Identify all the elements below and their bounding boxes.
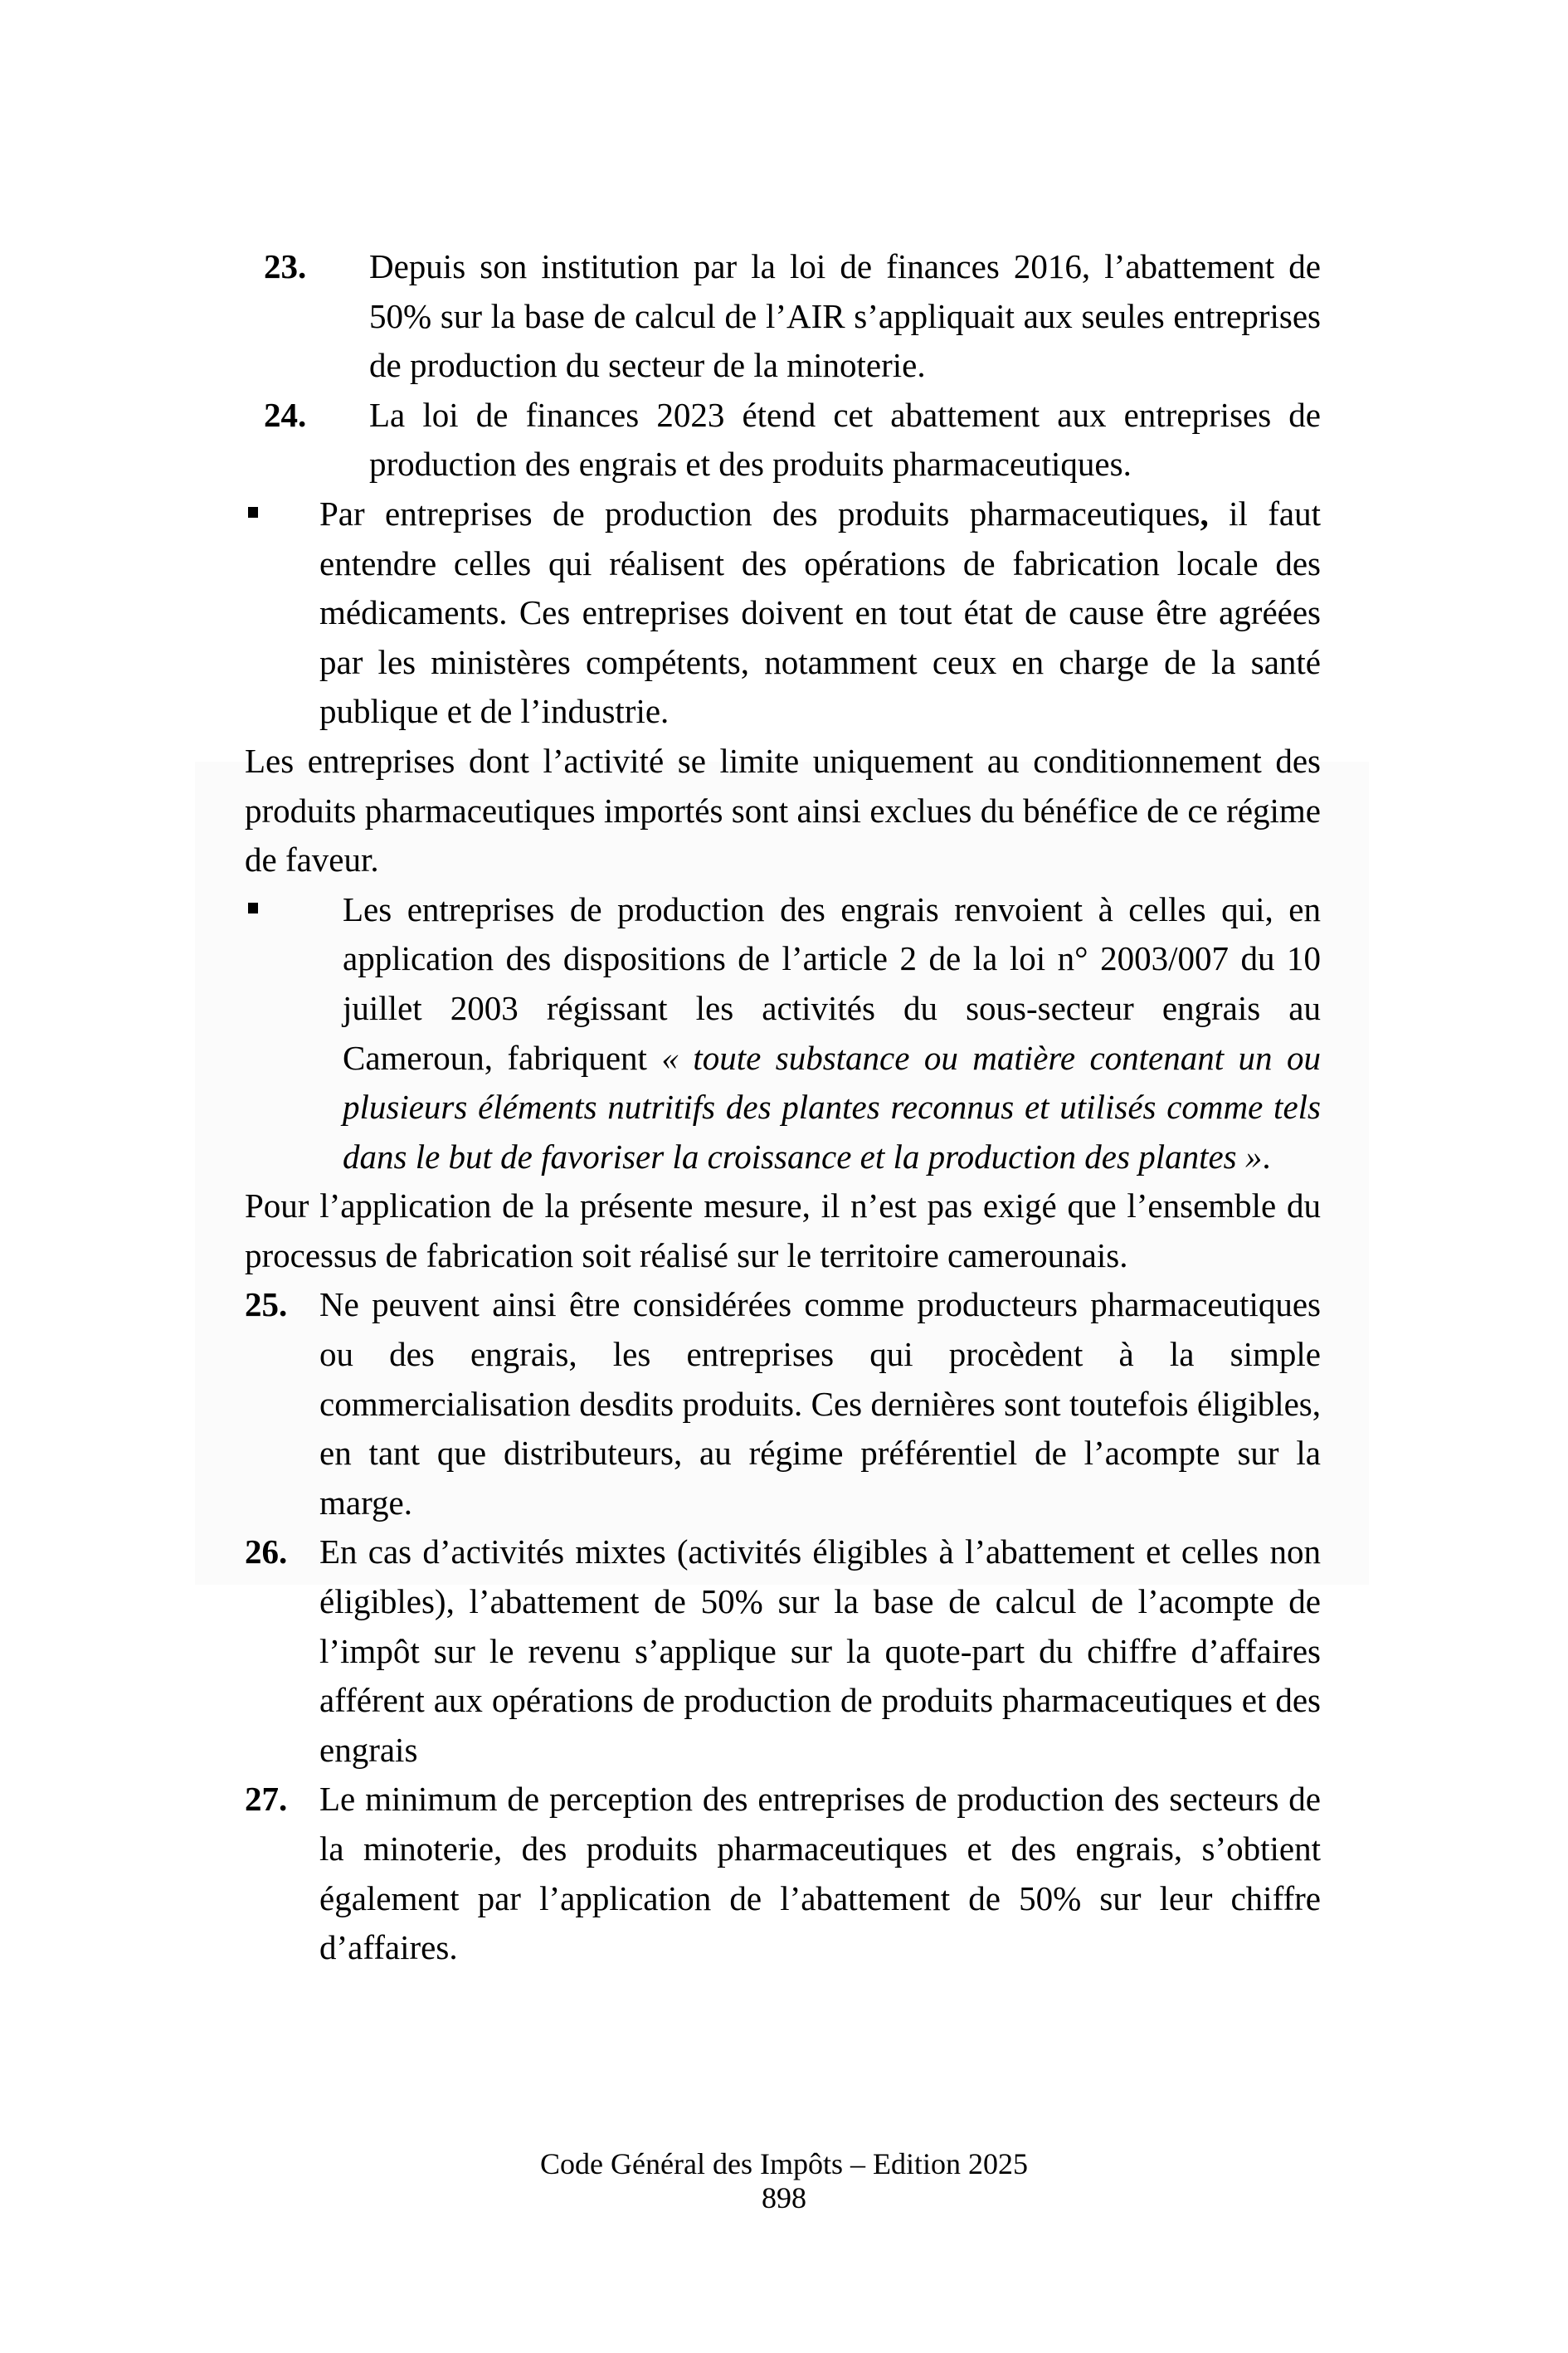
- item-text: Le minimum de perception des entreprises de production des secteurs de la minoterie, des produits pharmaceutiques et des engrais, s’obtient également par l’application de l’abattement de 50% sur leur chiffre d’affaires.: [319, 1780, 1321, 1967]
- item-text: Ne peuvent ainsi être considérées comme producteurs pharmaceutiques ou des engrais, les entreprises qui procèdent à la simple commercialisation desdits produits. Ces dernières sont toutefois éligibles, en tant que distributeurs, au régime préférentiel de l’acompte sur la marge.: [319, 1285, 1321, 1522]
- item-number: 26.: [245, 1532, 288, 1571]
- bullet-text: Les entreprises de production des engrais renvoient à celles qui, en application des dispositions de l’article 2 de la loi n° 2003/007 du 10 juillet 2003 régissant les activités du sous-secteur engrais au Cameroun, fabriquent: [343, 889, 1321, 1077]
- page-number: 898: [762, 2181, 806, 2214]
- item-number: 24.: [264, 395, 307, 434]
- square-bullet-icon: [248, 507, 258, 518]
- item-text: Depuis son institution par la loi de finances 2016, l’abattement de 50% sur la base de calcul de l’AIR s’appliquait aux seules entreprises de production du secteur de la minoterie.: [369, 247, 1321, 385]
- bullet-end: .: [1262, 1137, 1271, 1176]
- numbered-item-25: [245, 1280, 1321, 1527]
- item-number: 23.: [264, 247, 307, 285]
- item-text: La loi de finances 2023 étend cet abattement aux entreprises de production des engrais et des produits pharmaceutiques.: [369, 395, 1321, 484]
- bold-comma: ,: [1200, 494, 1209, 533]
- bullet-text-rest: il faut entendre celles qui réalisent des opérations de fabrication locale des médicaments. Ces entreprises doivent en tout état de cause être agréées par les ministères compétents, notamment ceux en charge de la santé publique et de l’industrie.: [319, 494, 1321, 731]
- bullet-pharmaceutical-definition: [245, 490, 1321, 737]
- numbered-item-24: [245, 391, 1321, 490]
- item-number: 25.: [245, 1285, 288, 1324]
- numbered-item-27: [245, 1775, 1321, 1972]
- paragraph-territory: Pour l’application de la présente mesure, il n’est pas exigé que l’ensemble du processus de fabrication soit réalisé sur le territoire camerounais.: [245, 1186, 1321, 1274]
- paragraph-conditioning-exclusion: Les entreprises dont l’activité se limite uniquement au conditionnement des produits pharmaceutiques importés sont ainsi exclues du bénéfice de ce régime de faveur.: [245, 741, 1321, 879]
- square-bullet-icon: [248, 903, 258, 913]
- page-body: [245, 242, 1321, 1973]
- item-text: En cas d’activités mixtes (activités éligibles à l’abattement et celles non éligibles), l’abattement de 50% sur la base de calcul de l’acompte de l’impôt sur le revenu s’applique sur la quote-part du chiffre d’affaires afférent aux opérations de production de produits pharmaceutiques et des engrais: [319, 1532, 1321, 1769]
- bullet-fertilizer-definition: [245, 885, 1321, 1182]
- bullet-text-start: Par entreprises de production des produits pharmaceutiques: [319, 494, 1200, 533]
- item-number: 27.: [245, 1780, 288, 1819]
- numbered-item-26: [245, 1527, 1321, 1775]
- legal-quote: « toute substance ou matière contenant un ou plusieurs éléments nutritifs des plantes reconnus et utilisés comme tels dans le but de favoriser la croissance et la production des plantes »: [343, 1038, 1321, 1176]
- footer-title: Code Général des Impôts – Edition 2025: [540, 2147, 1028, 2180]
- page-footer: [0, 2147, 1568, 2215]
- numbered-item-23: [245, 242, 1321, 391]
